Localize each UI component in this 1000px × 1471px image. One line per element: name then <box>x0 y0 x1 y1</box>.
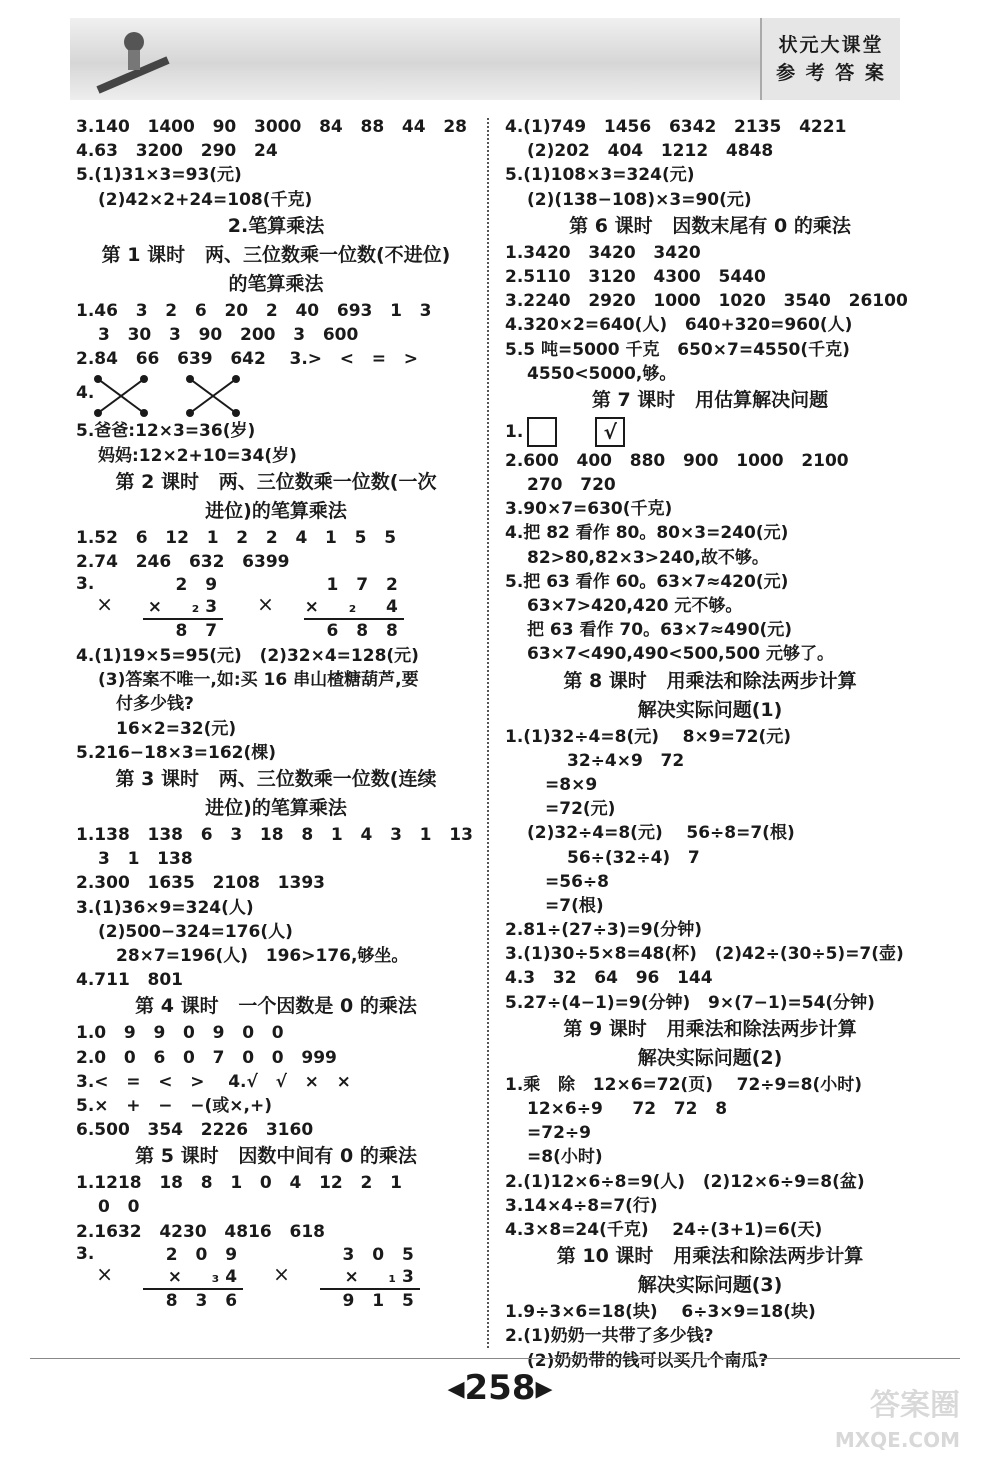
calc-mid: × ₃4 <box>143 1266 243 1290</box>
answer-line: 1.138 138 6 3 18 8 1 4 3 1 13 <box>76 825 473 845</box>
answer-line: 1.0 9 9 0 9 0 0 <box>76 1023 284 1044</box>
answer-line: 3.2240 2920 1000 1020 3540 26100 <box>505 291 908 312</box>
answer-line: 1.52 6 12 1 2 2 4 1 5 5 <box>76 527 397 548</box>
answer-line: 3.140 1400 90 3000 84 88 44 28 <box>76 117 467 137</box>
answer-line: 270 720 <box>527 475 616 496</box>
answer-line: =7(根) <box>545 895 604 916</box>
answer-line: 3. <box>76 574 95 595</box>
lesson-heading: 解决实际问题(3) <box>637 1274 783 1297</box>
lesson-heading: 第 10 课时 用乘法和除法两步计算 <box>556 1245 864 1268</box>
answer-line: 2.81÷(27÷3)=9(分钟) <box>505 920 703 941</box>
answer-line: 63×7<490,490<500,500 元够了。 <box>527 644 834 665</box>
answer-line: 5.(1)108×3=324(元) <box>505 165 695 186</box>
answer-line: 4. <box>76 383 95 404</box>
lesson-heading: 第 1 课时 两、三位数乘一位数(不进位) <box>101 243 451 266</box>
answer-line: 5.爸爸:12×3=36(岁) <box>76 421 256 442</box>
answer-line: =72(元) <box>545 799 616 820</box>
lesson-heading: 第 3 课时 两、三位数乘一位数(连续 <box>115 768 437 790</box>
brand-box <box>760 18 900 100</box>
answer-line: =56÷8 <box>545 871 609 892</box>
checkbox-row <box>505 415 915 449</box>
calc-top: 2 9 <box>175 575 224 596</box>
answer-line: 1.46 3 2 6 20 2 40 693 1 3 <box>76 300 432 321</box>
answer-line: 妈妈:12×2+10=34(岁) <box>98 445 297 466</box>
vertical-calc <box>143 1244 243 1312</box>
brand-subtitle: 参 考 答 案 <box>776 62 886 84</box>
answer-line: 63×7>420,420 元不够。 <box>527 596 743 616</box>
lesson-heading: 解决实际问题(2) <box>637 1046 783 1069</box>
answer-line: 2.300 1635 2108 1393 <box>76 873 325 894</box>
answer-line: 5.把 63 看作 60。63×7≈420(元) <box>505 571 789 592</box>
wrong-mark: × <box>257 592 274 617</box>
answer-line: 4.63 3200 290 24 <box>76 141 278 162</box>
answer-line: 1.(1)32÷4=8(元) 8×9=72(元) <box>505 726 792 747</box>
answer-line: (3)答案不唯一,如:买 16 串山楂糖葫芦,要 <box>98 670 419 691</box>
answer-line: 3.90×7=630(千克) <box>505 499 673 520</box>
answer-line: 4.(1)19×5=95(元) (2)32×4=128(元) <box>76 646 419 667</box>
answer-line: 2.74 246 632 6399 <box>76 551 290 572</box>
vertical-calc <box>304 574 404 642</box>
lesson-heading: 第 9 课时 用乘法和除法两步计算 <box>563 1017 857 1040</box>
lesson-heading: 进位)的笔算乘法 <box>205 797 347 819</box>
lesson-heading: 第 6 课时 因数末尾有 0 的乘法 <box>569 214 851 237</box>
answer-line: (2)42×2+24=108(千克) <box>98 189 313 210</box>
vertical-calc <box>320 1244 420 1312</box>
answer-line: 4.3×8=24(千克) 24÷(3+1)=6(天) <box>505 1219 823 1240</box>
calc-result: 6 8 8 <box>326 621 404 642</box>
answer-line: 付多少钱? <box>116 694 194 715</box>
answer-line: (2)(138−108)×3=90(元) <box>527 189 752 210</box>
brand-title: 状元大课堂 <box>778 34 884 56</box>
left-column <box>76 115 476 1314</box>
watermark-url: MXQE.COM <box>834 1428 960 1452</box>
vertical-calc-row <box>76 574 476 644</box>
lesson-heading: 进位)的笔算乘法 <box>205 499 347 522</box>
answer-line: 2.600 400 880 900 1000 2100 <box>505 450 849 471</box>
header-banner <box>70 18 900 100</box>
answer-line: 1.3420 3420 3420 <box>505 242 701 263</box>
answer-line: 3 1 138 <box>98 849 193 870</box>
lesson-heading: 第 4 课时 一个因数是 0 的乘法 <box>135 995 417 1018</box>
checked-box: √ <box>595 417 625 447</box>
page-number: ◂258▸ <box>447 1368 553 1408</box>
answer-line: 3. <box>76 1243 95 1264</box>
calc-top: 1 7 2 <box>326 575 404 596</box>
wrong-mark: × <box>96 1261 114 1286</box>
answer-line: 2.(1)奶奶一共带了多少钱? <box>505 1326 714 1347</box>
answer-line: (2)202 404 1212 4848 <box>527 141 774 162</box>
lesson-heading: 第 8 课时 用乘法和除法两步计算 <box>563 669 857 692</box>
answer-line: 3.< = < > 4.√ √ × × <box>76 1071 351 1092</box>
answer-line: =72÷9 <box>527 1123 591 1144</box>
answer-line: 16×2=32(元) <box>116 718 237 739</box>
answer-line: 5.216−18×3=162(棵) <box>76 742 277 763</box>
matching-lines <box>90 371 250 419</box>
answer-line: 4.320×2=640(人) 640+320=960(人) <box>505 315 853 336</box>
answer-line: =8×9 <box>545 774 598 795</box>
lesson-heading: 第 2 课时 两、三位数乘一位数(一次 <box>115 470 437 493</box>
answer-line: 5.5 吨=5000 千克 650×7=4550(千克) <box>505 339 850 360</box>
answer-line: 1.9÷3×6=18(块) 6÷3×9=18(块) <box>505 1302 816 1323</box>
calc-mid: × ₂ 4 <box>304 596 404 620</box>
answer-line: 4.711 801 <box>76 970 184 991</box>
answer-line: 1. <box>505 421 524 442</box>
answer-line: 6.500 354 2226 3160 <box>76 1120 314 1141</box>
vertical-calc-row <box>76 1244 476 1314</box>
lesson-heading: 第 7 课时 用估算解决问题 <box>591 388 829 411</box>
lesson-heading: 第 5 课时 因数中间有 0 的乘法 <box>135 1145 417 1168</box>
matching-diagram <box>76 371 476 419</box>
answer-line: 2.84 66 639 642 3.> < = > <box>76 349 419 370</box>
wrong-mark: × <box>273 1261 290 1286</box>
watermark-logo: 答案圈 <box>870 1388 960 1423</box>
answer-line: 2.(1)12×6÷8=9(人) (2)12×6÷9=8(盆) <box>505 1171 865 1192</box>
answer-line: 1.乘 除 12×6=72(页) 72÷9=8(小时) <box>505 1074 862 1095</box>
answer-line: 5.× + − −(或×,+) <box>76 1095 273 1116</box>
calc-result: 8 3 6 <box>165 1290 244 1311</box>
answer-line: 4.(1)749 1456 6342 2135 4221 <box>505 117 847 137</box>
vertical-calc <box>143 574 223 642</box>
answer-line: 0 0 <box>98 1197 140 1218</box>
calc-result: 9 1 5 <box>342 1290 420 1311</box>
answer-line: 5.(1)31×3=93(元) <box>76 165 242 186</box>
boy-on-pencil-icon <box>88 20 178 100</box>
calc-top: 2 0 9 <box>165 1244 244 1265</box>
empty-box <box>527 417 557 447</box>
section-heading: 2.笔算乘法 <box>227 214 325 237</box>
calc-result: 8 7 <box>175 621 224 642</box>
answer-line: 3.(1)36×9=324(人) <box>76 897 254 918</box>
answer-line: 把 63 看作 70。63×7≈490(元) <box>527 620 793 641</box>
column-divider <box>487 118 489 1348</box>
answer-line: 2.1632 4230 4816 618 <box>76 1221 325 1242</box>
answer-line: 4.3 32 64 96 144 <box>505 968 713 989</box>
answer-line: 4550<5000,够。 <box>527 363 677 384</box>
answer-line: 3.14×4÷8=7(行) <box>505 1195 658 1216</box>
answer-line: 2.5110 3120 4300 5440 <box>505 266 766 287</box>
answer-line: (2)500−324=176(人) <box>98 921 293 942</box>
right-column <box>505 115 915 1373</box>
lesson-heading: 解决实际问题(1) <box>637 698 783 721</box>
lesson-heading: 的笔算乘法 <box>228 272 324 295</box>
answer-line: 3.(1)30÷5×8=48(杯) (2)42÷(30÷5)=7(壶) <box>505 944 904 965</box>
answer-line: 3 30 3 90 200 3 600 <box>98 324 359 345</box>
calc-mid: × ₂3 <box>143 596 223 620</box>
wrong-mark: × <box>96 592 114 617</box>
answer-line: 5.27÷(4−1)=9(分钟) 9×(7−1)=54(分钟) <box>505 992 875 1013</box>
answer-line: (2)奶奶带的钱可以买几个南瓜? <box>527 1350 769 1371</box>
calc-mid: × ₁3 <box>320 1266 420 1290</box>
answer-line: 12×6÷9 72 72 8 <box>527 1099 728 1119</box>
calc-top: 3 0 5 <box>342 1244 420 1265</box>
answer-line: 4.把 82 看作 80。80×3=240(元) <box>505 523 789 544</box>
answer-line: 1.1218 18 8 1 0 4 12 2 1 <box>76 1173 402 1194</box>
answer-line: 56÷(32÷4) 7 <box>567 847 700 868</box>
footer-rule <box>30 1358 960 1359</box>
answer-line: 28×7=196(人) 196>176,够坐。 <box>116 945 409 966</box>
answer-line: 32÷4×9 72 <box>567 750 685 771</box>
answer-line: 82>80,82×3>240,故不够。 <box>527 547 769 568</box>
answer-line: 2.0 0 6 0 7 0 0 999 <box>76 1047 337 1068</box>
answer-line: (2)32÷4=8(元) 56÷8=7(根) <box>527 823 795 844</box>
answer-line: =8(小时) <box>527 1147 603 1168</box>
